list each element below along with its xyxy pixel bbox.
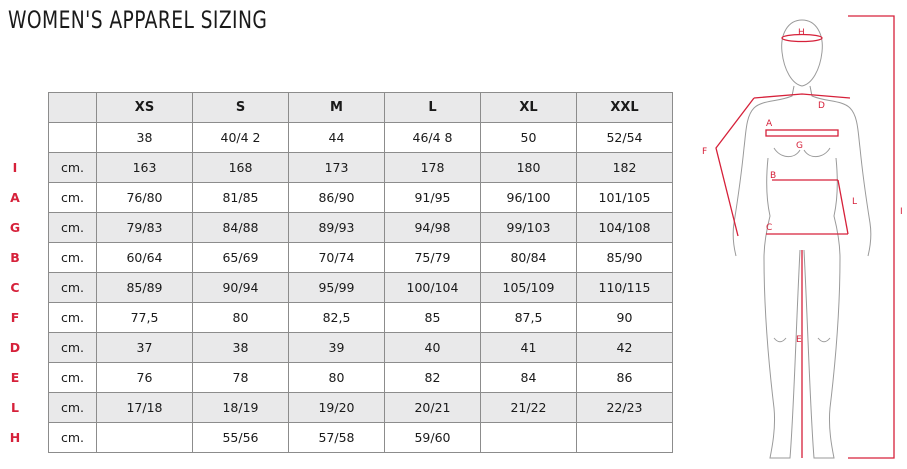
table-row: [49, 333, 673, 363]
measure-value-cell: 85/90: [577, 243, 673, 273]
table-row: [49, 243, 673, 273]
measure-value-cell: 65/69: [193, 243, 289, 273]
measure-value-cell: 173: [289, 153, 385, 183]
measure-value-cell: 80/84: [481, 243, 577, 273]
row-letter: C: [10, 280, 20, 295]
unit-cell: cm.: [49, 213, 97, 243]
size-header-cell: XL: [481, 93, 577, 123]
table-row: [49, 213, 673, 243]
measure-value-cell: 81/85: [193, 183, 289, 213]
measure-value-cell: 87,5: [481, 303, 577, 333]
size-header-cell: M: [289, 93, 385, 123]
measure-value-cell: 182: [577, 153, 673, 183]
size-header-cell: L: [385, 93, 481, 123]
measure-value-cell: 22/23: [577, 393, 673, 423]
figure-label-i: I: [900, 207, 903, 217]
unit-cell: cm.: [49, 153, 97, 183]
measure-value-cell: 41: [481, 333, 577, 363]
figure-label-h: H: [798, 28, 805, 38]
unit-cell: cm.: [49, 423, 97, 453]
row-letter: I: [12, 160, 18, 175]
size-table: [48, 92, 673, 453]
size-header-cell: XS: [97, 93, 193, 123]
measure-line-l: [838, 180, 848, 234]
measure-value-cell: 80: [289, 363, 385, 393]
figure-label-a: A: [766, 119, 773, 129]
measure-value-cell: 91/95: [385, 183, 481, 213]
measure-line-d: [754, 94, 850, 98]
measure-value-cell: 101/105: [577, 183, 673, 213]
row-letter: F: [10, 310, 20, 325]
measure-value-cell: 168: [193, 153, 289, 183]
figure-label-f: F: [702, 147, 708, 157]
measure-value-cell: 86: [577, 363, 673, 393]
measure-value-cell: 89/93: [289, 213, 385, 243]
measure-value-cell: 75/79: [385, 243, 481, 273]
figure-label-g: G: [796, 141, 803, 151]
measure-value-cell: 95/99: [289, 273, 385, 303]
measure-value-cell: 99/103: [481, 213, 577, 243]
measure-value-cell: 110/115: [577, 273, 673, 303]
row-letter: A: [10, 190, 20, 205]
unit-cell: cm.: [49, 183, 97, 213]
unit-cell: [49, 123, 97, 153]
measure-value-cell: 39: [289, 333, 385, 363]
eu-size-row: [49, 123, 673, 153]
measure-value-cell: 42: [577, 333, 673, 363]
table-row: [49, 153, 673, 183]
unit-cell: cm.: [49, 273, 97, 303]
figure-torso-right: [810, 86, 871, 256]
measure-value-cell: 80: [193, 303, 289, 333]
unit-cell: cm.: [49, 303, 97, 333]
row-letter: B: [10, 250, 20, 265]
measure-value-cell: 77,5: [97, 303, 193, 333]
table-row: [49, 363, 673, 393]
measure-value-cell: 37: [97, 333, 193, 363]
measure-value-cell: 38: [193, 333, 289, 363]
measure-value-cell: 96/100: [481, 183, 577, 213]
table-row: [49, 423, 673, 453]
table-header-row: [49, 93, 673, 123]
measure-value-cell: 94/98: [385, 213, 481, 243]
row-letter: E: [10, 370, 20, 385]
measure-value-cell: 90/94: [193, 273, 289, 303]
row-letter: L: [11, 400, 19, 415]
eu-size-cell: 52/54: [577, 123, 673, 153]
measure-value-cell: 84: [481, 363, 577, 393]
body-measurement-figure: [690, 8, 905, 466]
measure-value-cell: 79/83: [97, 213, 193, 243]
measure-value-cell: 178: [385, 153, 481, 183]
size-header-cell: S: [193, 93, 289, 123]
measure-value-cell: 21/22: [481, 393, 577, 423]
measure-value-cell: [481, 423, 577, 453]
measure-value-cell: 180: [481, 153, 577, 183]
row-letter: H: [9, 430, 21, 445]
table-row: [49, 273, 673, 303]
measure-value-cell: 78: [193, 363, 289, 393]
figure-torso-left: [733, 86, 794, 256]
eu-size-cell: 44: [289, 123, 385, 153]
row-letter: D: [9, 340, 21, 355]
measure-value-cell: 82: [385, 363, 481, 393]
measure-value-cell: [577, 423, 673, 453]
measure-value-cell: 18/19: [193, 393, 289, 423]
measure-value-cell: 85/89: [97, 273, 193, 303]
measure-value-cell: 105/109: [481, 273, 577, 303]
measure-value-cell: 70/74: [289, 243, 385, 273]
measure-value-cell: 163: [97, 153, 193, 183]
measure-value-cell: 85: [385, 303, 481, 333]
measure-value-cell: 76/80: [97, 183, 193, 213]
eu-size-cell: 50: [481, 123, 577, 153]
measure-value-cell: 17/18: [97, 393, 193, 423]
measure-value-cell: 60/64: [97, 243, 193, 273]
figure-label-d: D: [818, 101, 825, 111]
unit-cell: cm.: [49, 393, 97, 423]
measure-value-cell: 40: [385, 333, 481, 363]
measure-value-cell: [97, 423, 193, 453]
table-row: [49, 393, 673, 423]
eu-size-cell: 40/4 2: [193, 123, 289, 153]
figure-label-l: L: [852, 197, 858, 207]
measure-value-cell: 76: [97, 363, 193, 393]
table-row: [49, 303, 673, 333]
eu-size-cell: 38: [97, 123, 193, 153]
measure-value-cell: 55/56: [193, 423, 289, 453]
size-header-cell: XXL: [577, 93, 673, 123]
measure-value-cell: 19/20: [289, 393, 385, 423]
measure-value-cell: 100/104: [385, 273, 481, 303]
measure-value-cell: 86/90: [289, 183, 385, 213]
unit-cell: cm.: [49, 333, 97, 363]
measure-value-cell: 90: [577, 303, 673, 333]
figure-label-b: B: [770, 171, 777, 181]
row-letter: G: [9, 220, 21, 235]
figure-legs: [764, 250, 800, 458]
measure-value-cell: 57/58: [289, 423, 385, 453]
unit-cell: cm.: [49, 363, 97, 393]
measure-value-cell: 59/60: [385, 423, 481, 453]
unit-cell: cm.: [49, 243, 97, 273]
measure-value-cell: 84/88: [193, 213, 289, 243]
header-blank-cell: [49, 93, 97, 123]
figure-label-e: E: [796, 335, 802, 345]
measure-value-cell: 104/108: [577, 213, 673, 243]
table-row: [49, 183, 673, 213]
figure-label-c: C: [766, 223, 773, 233]
measure-value-cell: 82,5: [289, 303, 385, 333]
measure-line-a: [766, 130, 838, 136]
measure-value-cell: 20/21: [385, 393, 481, 423]
page-title: WOMEN'S APPAREL SIZING: [8, 6, 268, 34]
eu-size-cell: 46/4 8: [385, 123, 481, 153]
